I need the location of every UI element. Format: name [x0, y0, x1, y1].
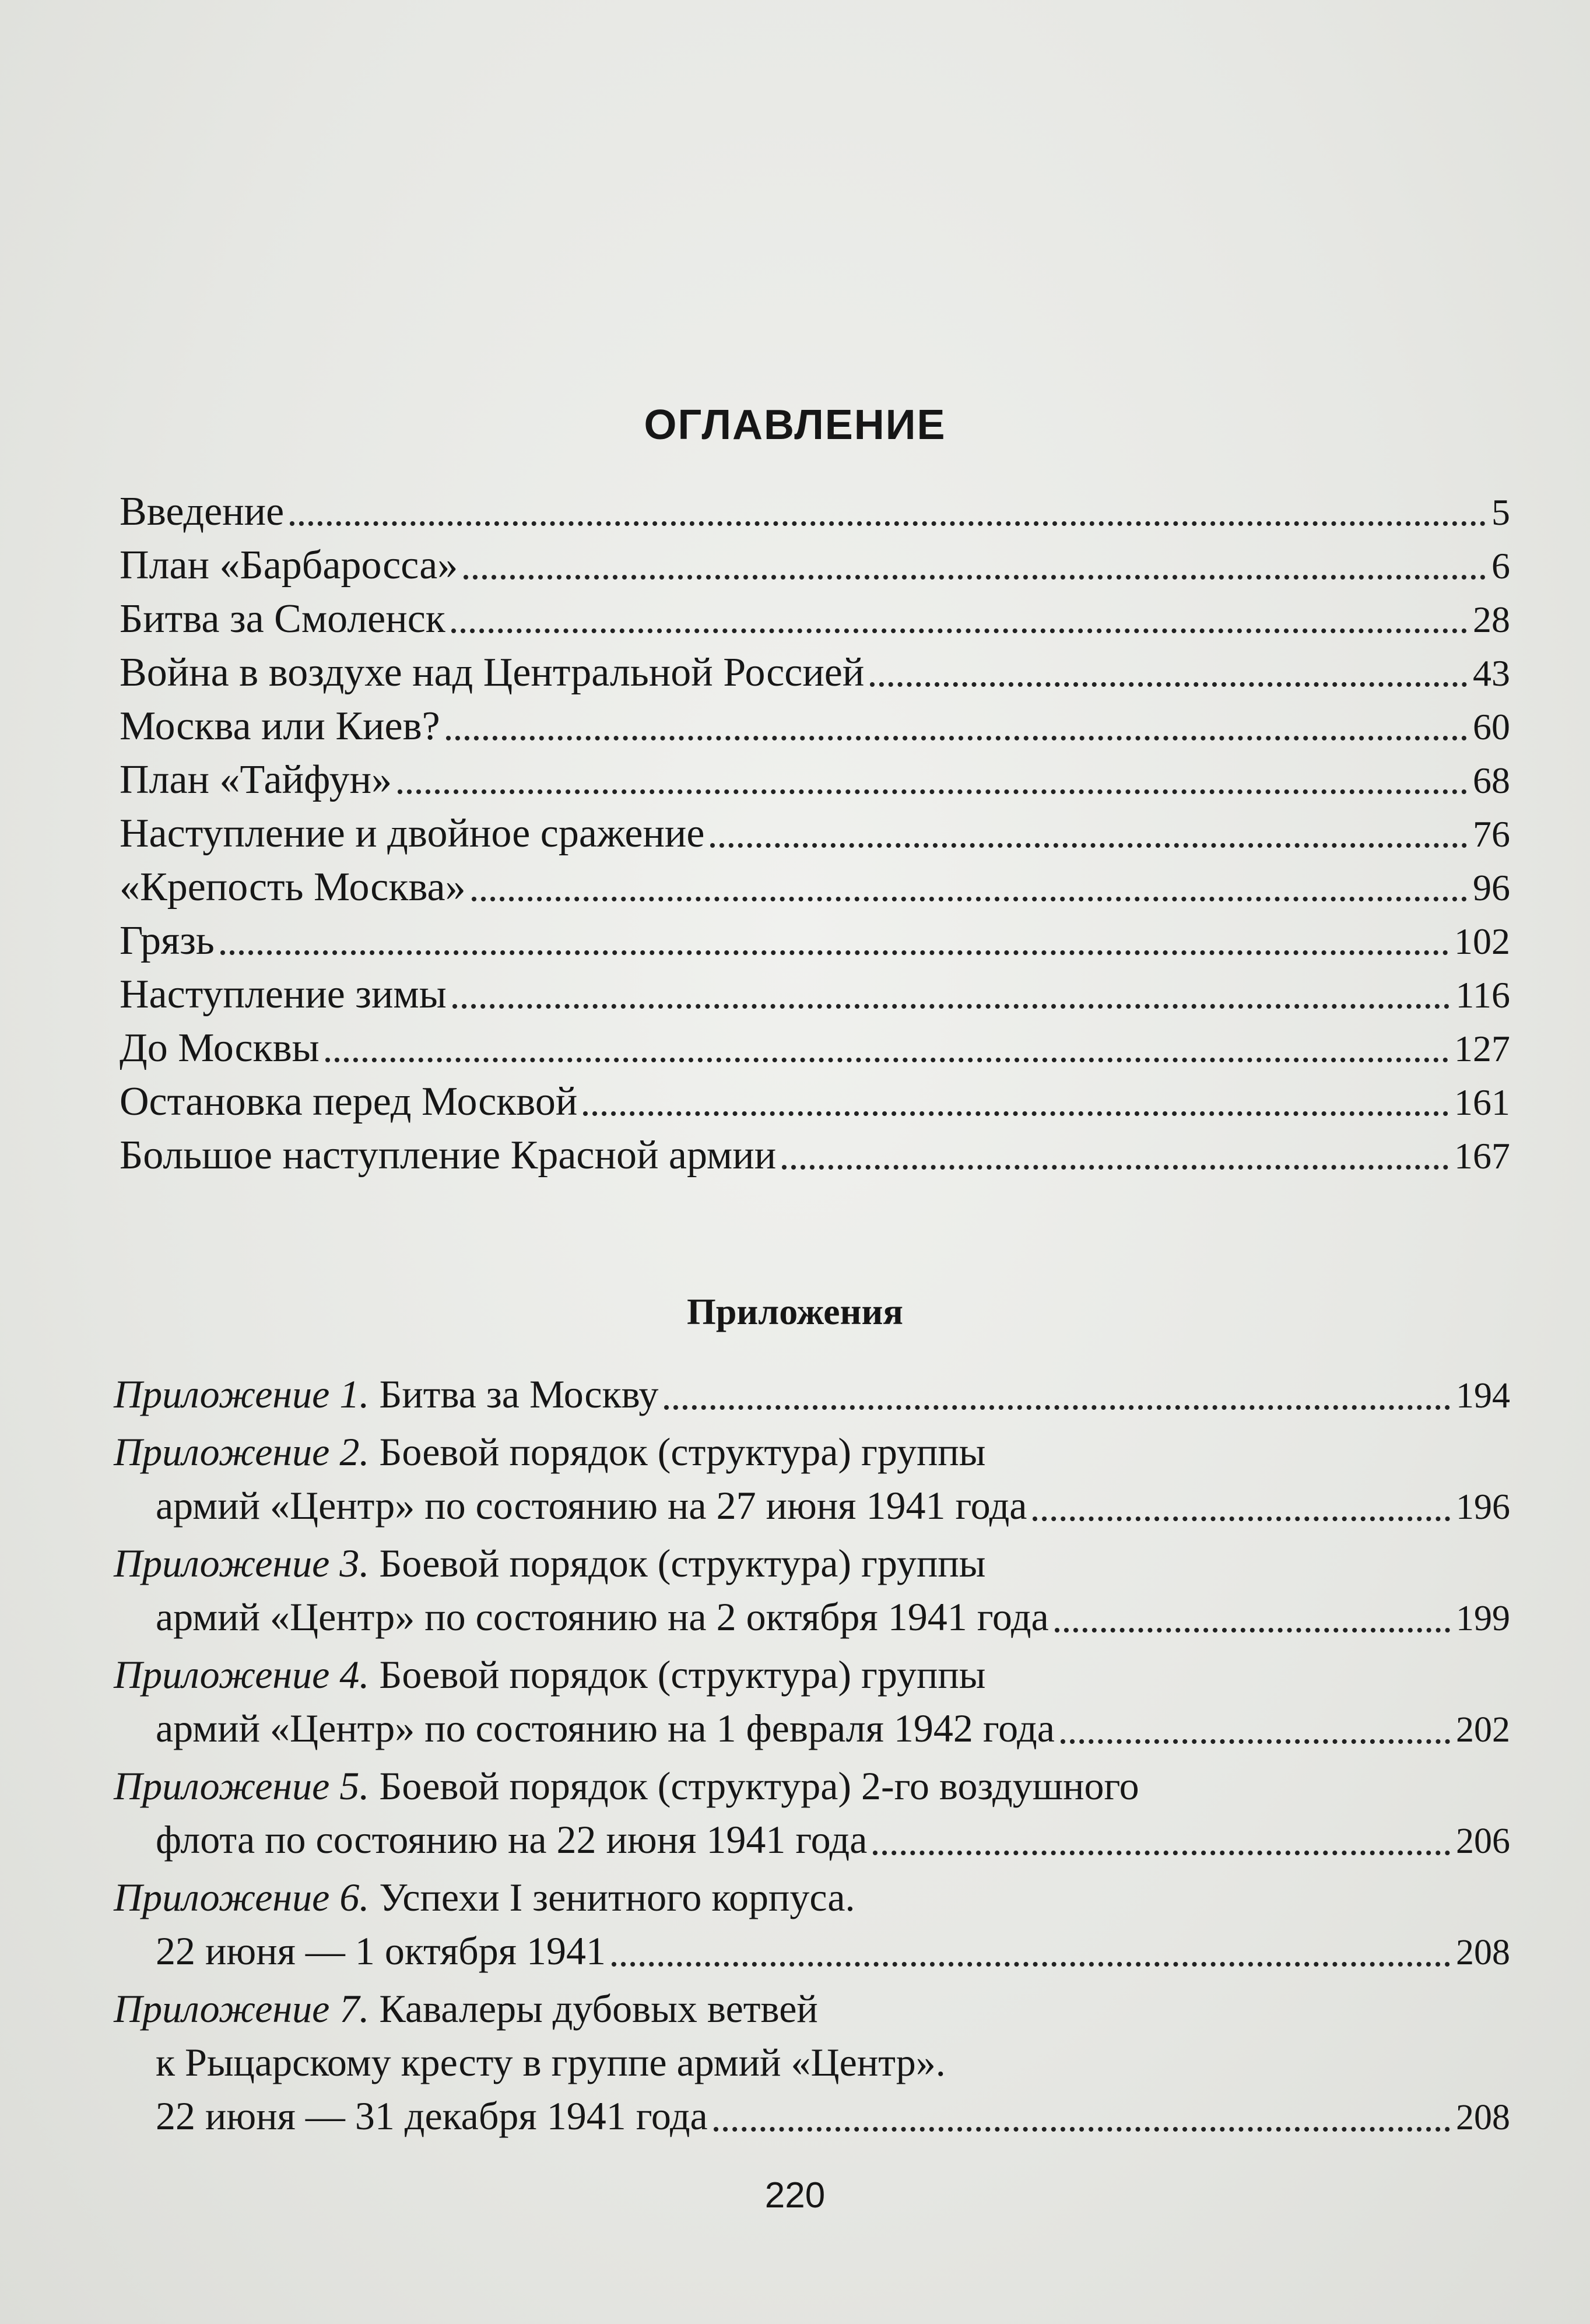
leader-dots: [290, 521, 1486, 526]
leader-dots: [664, 1405, 1450, 1410]
toc-entry-page: 167: [1454, 1135, 1510, 1177]
toc-title: ОГЛАВЛЕНИЕ: [644, 402, 946, 449]
toc-entry-page: 5: [1491, 492, 1510, 533]
leader-dots: [464, 575, 1486, 580]
leader-dots: [870, 682, 1467, 687]
leader-dots: [612, 1962, 1450, 1967]
appendix-continuation: армий «Центр» по состоянию на 1 февраля 1942 года: [156, 1706, 1055, 1750]
leader-dots: [451, 629, 1467, 633]
toc-entry: [120, 539, 1510, 592]
toc-entry-label: Грязь: [120, 918, 215, 963]
leader-dots: [873, 1851, 1450, 1855]
toc-entry: [120, 968, 1510, 1021]
toc-entry: [120, 646, 1510, 700]
leader-dots: [325, 1058, 1448, 1062]
toc-entry-page: 68: [1473, 760, 1510, 801]
toc-entry-page: 6: [1491, 545, 1510, 587]
toc-entry: [120, 592, 1510, 646]
toc-entry: [120, 1021, 1510, 1075]
appendix-title-text: Боевой порядок (структура) 2-го воздушного: [379, 1764, 1139, 1808]
toc-entry-label: Битва за Смоленск: [120, 596, 445, 641]
toc-entry: [120, 753, 1510, 807]
appendix-prefix: Приложение 4.: [114, 1652, 370, 1697]
toc-entry-page: 43: [1473, 652, 1510, 694]
appendix-entry: [114, 1425, 1510, 1534]
appendix-page: 202: [1456, 1710, 1510, 1750]
toc-entry-page: 116: [1455, 974, 1510, 1016]
appendices-list: [114, 1367, 1510, 2147]
toc-entry: [120, 485, 1510, 539]
appendix-title-text: Боевой порядок (структура) группы: [379, 1430, 986, 1474]
appendix-title-text: Кавалеры дубовых ветвей: [379, 1986, 818, 2031]
appendix-page: 208: [1456, 2098, 1510, 2137]
appendix-entry: [114, 1367, 1510, 1423]
appendix-continuation: 22 июня — 1 октября 1941: [156, 1929, 606, 1973]
toc-entry-label: План «Тайфун»: [120, 757, 392, 802]
leader-dots: [782, 1165, 1448, 1170]
toc-entry-page: 76: [1473, 813, 1510, 855]
appendix-prefix: Приложение 1.: [114, 1372, 370, 1416]
appendix-page: 199: [1456, 1599, 1510, 1638]
toc-entry-page: 102: [1454, 921, 1510, 962]
leader-dots: [1055, 1628, 1450, 1633]
appendix-entry: [114, 1982, 1510, 2144]
leader-dots: [583, 1111, 1448, 1116]
toc-entry-label: Наступление и двойное сражение: [120, 811, 705, 856]
toc-entry-page: 96: [1473, 867, 1510, 908]
toc-entry-page: 60: [1473, 706, 1510, 747]
appendix-continuation: 22 июня — 31 декабря 1941 года: [156, 2094, 708, 2138]
appendix-page: 206: [1456, 1821, 1510, 1861]
appendix-page: 208: [1456, 1933, 1510, 1972]
toc-entry: [120, 700, 1510, 753]
appendix-entry: [114, 1759, 1510, 1868]
leader-dots: [710, 843, 1467, 848]
toc-entry-label: «Крепость Москва»: [120, 865, 466, 910]
toc-list: [120, 485, 1510, 1182]
toc-entry-label: Наступление зимы: [120, 972, 447, 1017]
leader-dots: [1061, 1739, 1450, 1744]
leader-dots: [446, 736, 1467, 740]
toc-entry-page: 161: [1454, 1082, 1510, 1123]
appendix-continuation: армий «Центр» по состоянию на 2 октября 1941 года: [156, 1595, 1049, 1639]
toc-entry-label: План «Барбаросса»: [120, 543, 458, 588]
toc-entry: [120, 861, 1510, 914]
page-number: 220: [764, 2175, 826, 2216]
appendix-page: 194: [1456, 1376, 1510, 1416]
appendix-entry: [114, 1536, 1510, 1645]
leader-dots: [714, 2127, 1450, 2132]
appendix-continuation: к Рыцарскому кресту в группе армий «Центр».: [156, 2040, 946, 2084]
appendix-title-text: Битва за Москву: [379, 1372, 659, 1416]
appendix-continuation: флота по состоянию на 22 июня 1941 года: [156, 1817, 868, 1862]
appendix-title-text: Успехи I зенитного корпуса.: [379, 1875, 855, 1919]
appendix-continuation: армий «Центр» по состоянию на 27 июня 1941 года: [156, 1483, 1027, 1528]
leader-dots: [472, 897, 1467, 901]
appendix-title-text: Боевой порядок (структура) группы: [379, 1541, 986, 1585]
toc-entry-label: Большое наступление Красной армии: [120, 1133, 777, 1178]
leader-dots: [1033, 1516, 1450, 1521]
appendix-page: 196: [1456, 1487, 1510, 1527]
appendix-title-text: Боевой порядок (структура) группы: [379, 1652, 986, 1697]
toc-entry-page: 28: [1473, 599, 1510, 640]
appendix-prefix: Приложение 7.: [114, 1986, 370, 2031]
toc-entry-label: Война в воздухе над Центральной Россией: [120, 650, 865, 695]
appendix-prefix: Приложение 3.: [114, 1541, 370, 1585]
leader-dots: [220, 950, 1448, 955]
toc-entry-label: Москва или Киев?: [120, 704, 440, 749]
leader-dots: [398, 789, 1467, 794]
appendix-prefix: Приложение 6.: [114, 1875, 370, 1919]
appendix-entry: [114, 1870, 1510, 1979]
toc-entry: [120, 1075, 1510, 1129]
toc-entry: [120, 914, 1510, 968]
toc-entry-label: Остановка перед Москвой: [120, 1079, 578, 1124]
toc-entry: [120, 807, 1510, 861]
toc-entry-page: 127: [1454, 1028, 1510, 1069]
appendix-prefix: Приложение 2.: [114, 1430, 370, 1474]
appendix-entry: [114, 1648, 1510, 1757]
toc-entry-label: До Москвы: [120, 1026, 320, 1070]
appendix-prefix: Приложение 5.: [114, 1764, 370, 1808]
appendices-title: Приложения: [687, 1291, 903, 1333]
toc-entry-label: Введение: [120, 489, 285, 534]
toc-entry: [120, 1129, 1510, 1182]
leader-dots: [452, 1004, 1450, 1009]
